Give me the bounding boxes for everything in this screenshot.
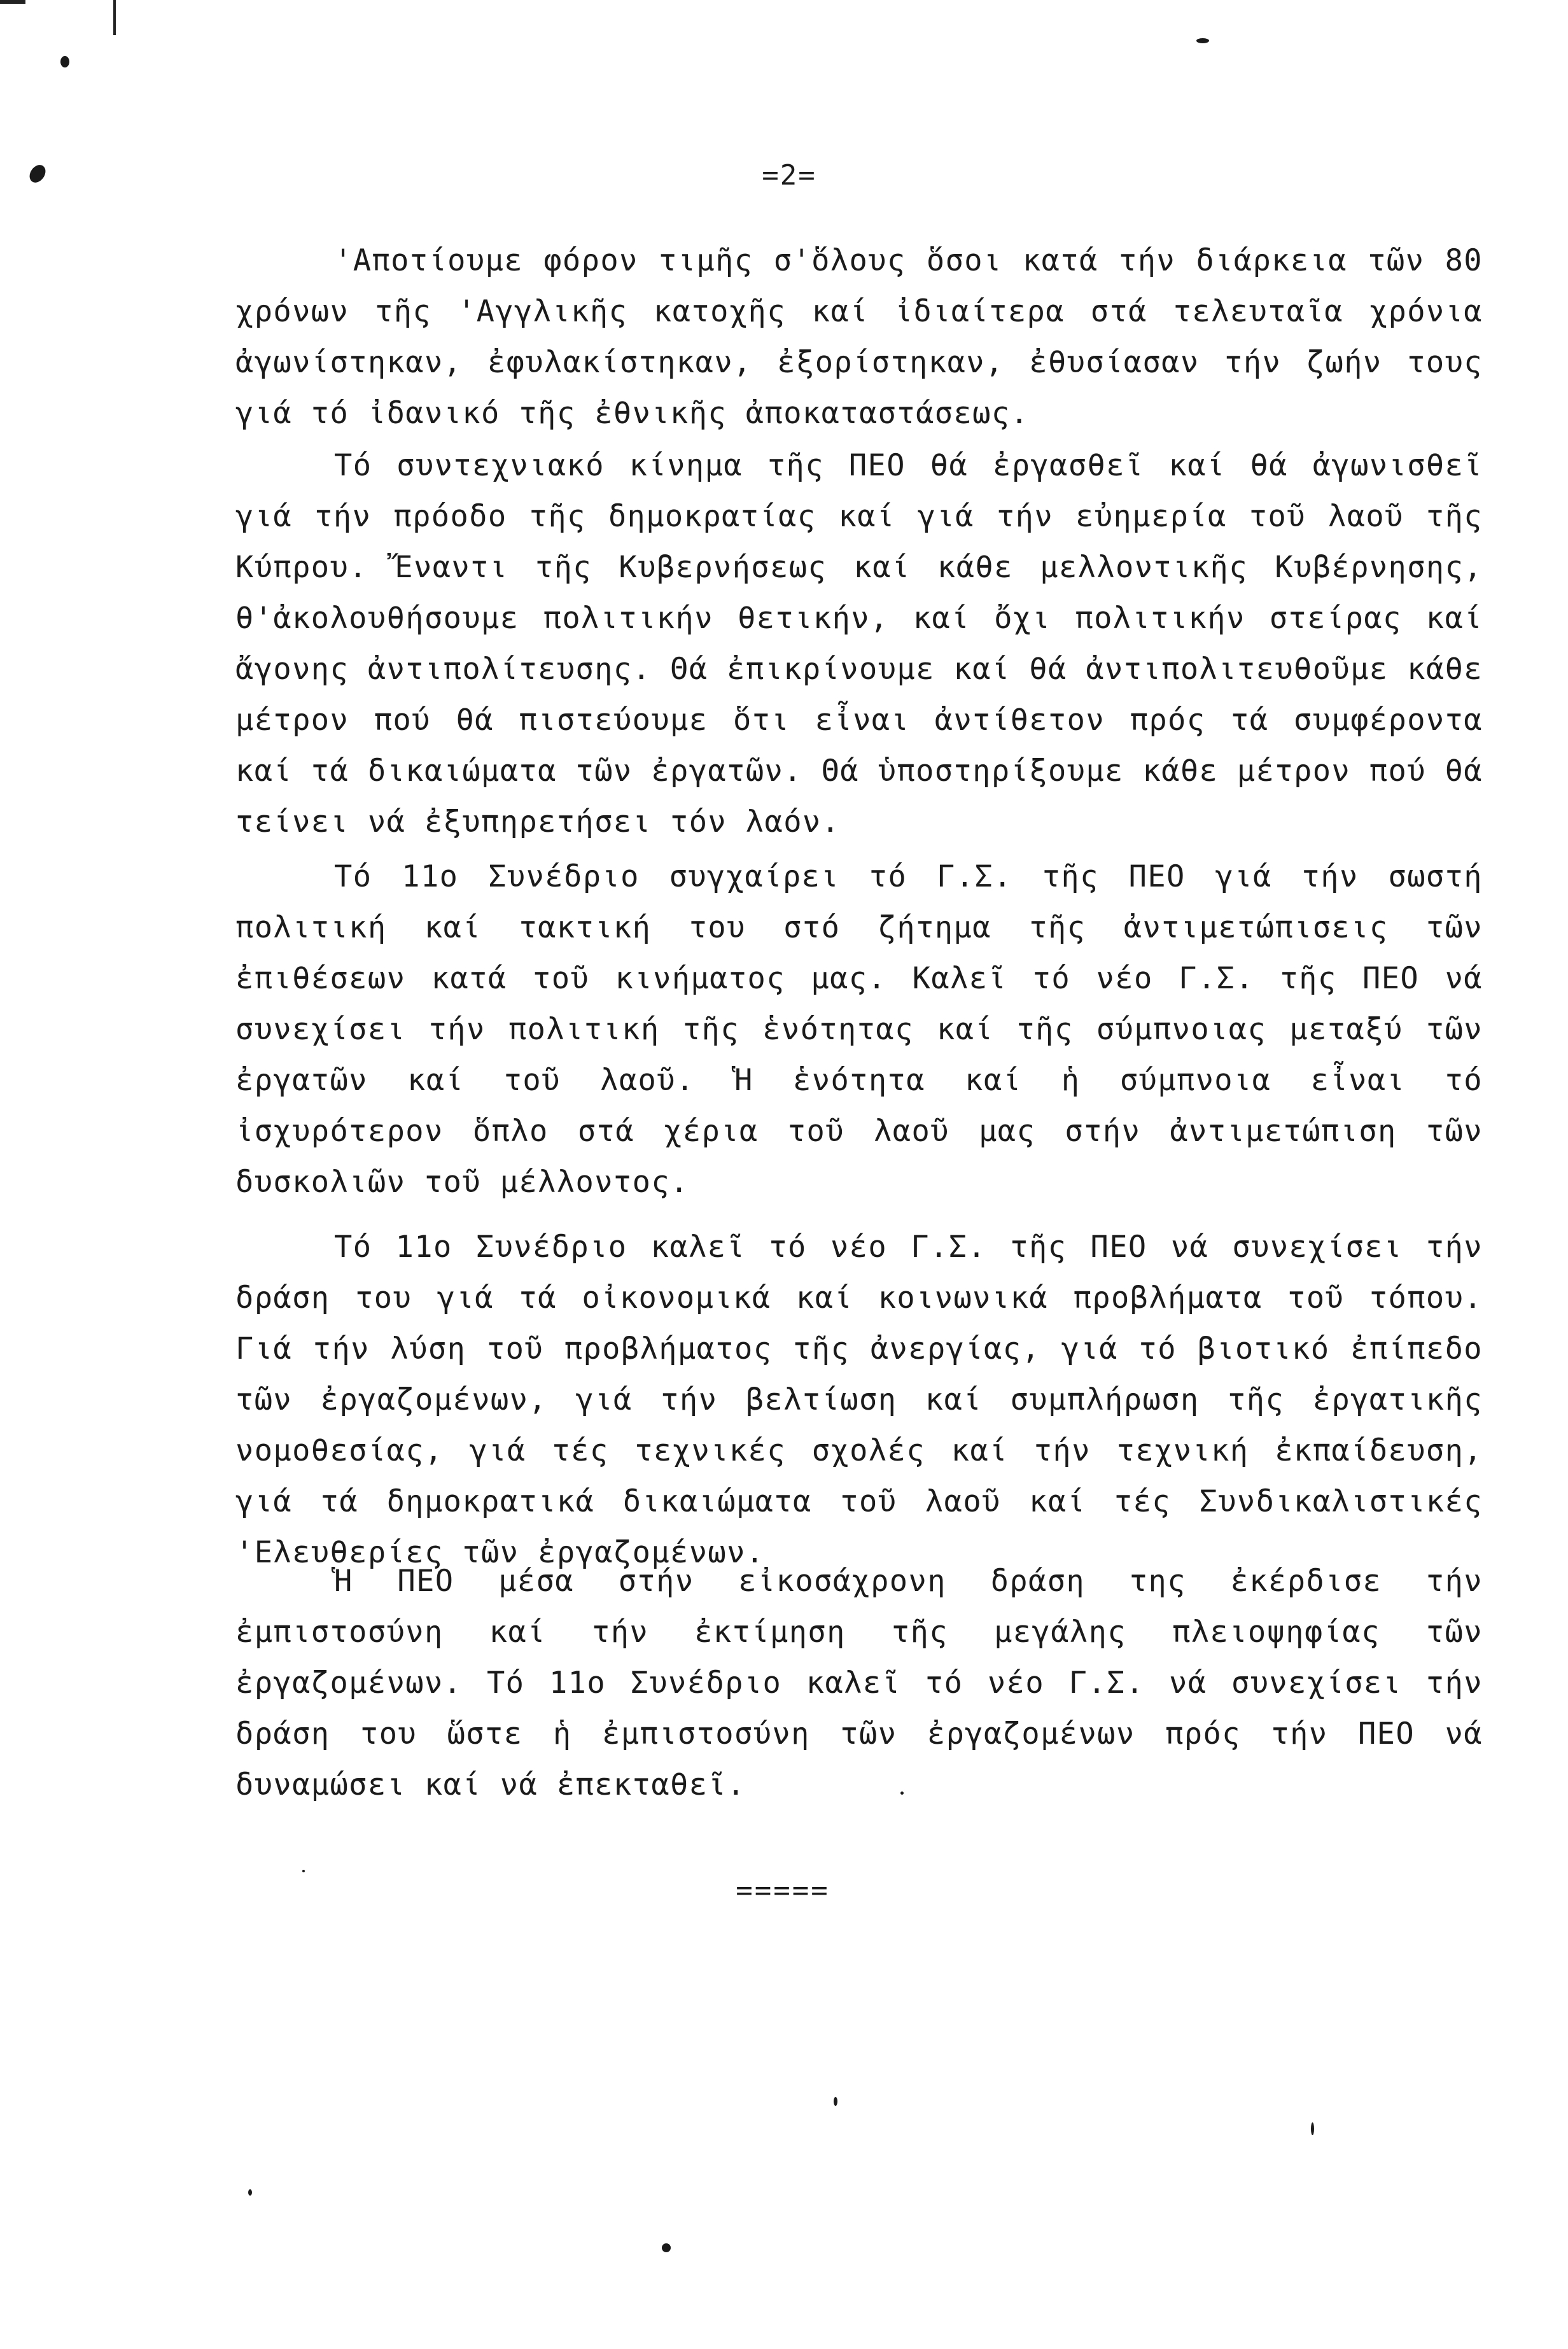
scan-speck: [1311, 2122, 1314, 2135]
scan-speck: [60, 56, 69, 67]
scan-speck: [302, 1870, 305, 1872]
paragraph-union-movement: Τό συντεχνιακό κίνημα τῆς ΠΕΟ θά ἐργασθεῖ καί θά ἀγωνισθεῖ γιά τήν πρόοδο τῆς δημοκρατίας καί γιά τήν εὐημερία τοῦ λαοῦ τῆς Κύπρου. Ἔναντι τῆς Κυβερνήσεως καί κάθε μελλοντικῆς Κυβέρνησης, θ'ἀκολουθήσουμε πολιτικήν θετικήν, καί ὄχι πολιτικήν στείρας καί ἄγονης ἀντιπολίτευσης. Θά ἐπικρίνουμε καί θά ἀντιπολιτευθοῦμε κάθε μέτρον πού θά πιστεύουμε ὅτι εἶναι ἀντίθετον πρός τά συμφέροντα καί τά δικαιώματα τῶν ἐργατῶν. Θά ὑποστηρίξουμε κάθε μέτρον πού θά τείνει νά ἐξυπηρετήσει τόν λαόν.: [235, 448, 1483, 839]
paragraph-trust-of-workers: Ἡ ΠΕΟ μέσα στήν εἰκοσάχρονη δράση της ἐκέρδισε τήν ἐμπιστοσύνη καί τήν ἐκτίμηση τῆς μεγάλης πλειοψηφίας τῶν ἐργαζομένων. Τό 11ο Συνέδριο καλεῖ τό νέο Γ.Σ. νά συνεχίσει τήν δράση του ὥστε ἡ ἐμπιστοσύνη τῶν ἐργαζομένων πρός τήν ΠΕΟ νά δυναμώσει καί νά ἐπεκταθεῖ.: [235, 1564, 1483, 1802]
scan-speck: [248, 2189, 252, 2196]
scan-artifact-top-rule: [113, 0, 116, 35]
page-number: =2=: [762, 159, 816, 192]
scan-speck: [26, 162, 48, 185]
paragraph-economic-social-action: Τό 11ο Συνέδριο καλεῖ τό νέο Γ.Σ. τῆς ΠΕΟ νά συνεχίσει τήν δράση του γιά τά οἰκονομικά καί κοινωνικά προβλήματα τοῦ τόπου. Γιά τήν λύση τοῦ προβλήματος τῆς ἀνεργίας, γιά τό βιοτικό ἐπίπεδο τῶν ἐργαζομένων, γιά τήν βελτίωση καί συμπλήρωση τῆς ἐργατικῆς νομοθεσίας, γιά τές τεχνικές σχολές καί τήν τεχνική ἐκπαίδευση, γιά τά δημοκρατικά δικαιώματα τοῦ λαοῦ καί τές Συνδικαλιστικές 'Ελευθερίες τῶν ἐργαζομένων.: [235, 1230, 1483, 1570]
end-of-document-mark: =====: [736, 1874, 830, 1907]
paragraph-tribute: 'Αποτίουμε φόρον τιμῆς σ'ὅλους ὅσοι κατά τήν διάρκεια τῶν 80 χρόνων τῆς 'Αγγλικῆς κατοχῆς καί ἰδιαίτερα στά τελευταῖα χρόνια ἀγωνίστηκαν, ἐφυλακίστηκαν, ἐξορίστηκαν, ἐθυσίασαν τήν ζωήν τους γιά τό ἰδανικό τῆς ἐθνικῆς ἀποκαταστάσεως.: [235, 243, 1483, 431]
scan-speck: [834, 2097, 837, 2106]
scan-speck: [1196, 38, 1209, 43]
scan-speck: [900, 1792, 904, 1795]
scan-speck: [662, 2243, 671, 2252]
scan-artifact-top-left: [0, 0, 25, 4]
paragraph-congress-congratulates: Τό 11ο Συνέδριο συγχαίρει τό Γ.Σ. τῆς ΠΕΟ γιά τήν σωστή πολιτική καί τακτική του στό ζήτημα τῆς ἀντιμετώπισεις τῶν ἐπιθέσεων κατά τοῦ κινήματος μας. Καλεῖ τό νέο Γ.Σ. τῆς ΠΕΟ νά συνεχίσει τήν πολιτική τῆς ἑνότητας καί τῆς σύμπνοιας μεταξύ τῶν ἐργατῶν καί τοῦ λαοῦ. Ἡ ἑνότητα καί ἡ σύμπνοια εἶναι τό ἰσχυρότερον ὅπλο στά χέρια τοῦ λαοῦ μας στήν ἀντιμετώπιση τῶν δυσκολιῶν τοῦ μέλλοντος.: [235, 859, 1483, 1200]
